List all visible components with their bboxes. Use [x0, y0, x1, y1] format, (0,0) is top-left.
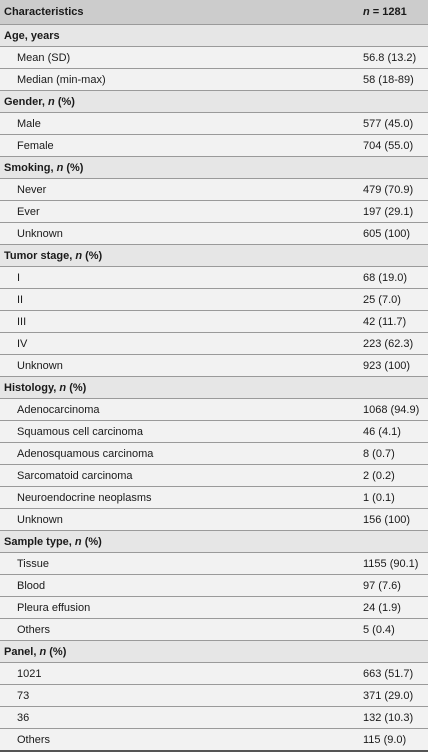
row-label: IV: [0, 333, 363, 355]
header-characteristics: Characteristics: [0, 0, 363, 25]
section-header-row: [0, 245, 428, 267]
row-value: 371 (29.0): [363, 685, 428, 707]
header-n-value: = 1281: [369, 6, 407, 18]
row-value: 132 (10.3): [363, 707, 428, 729]
section-title: [0, 531, 428, 553]
row-value: 197 (29.1): [363, 201, 428, 223]
row-value: 58 (18-89): [363, 69, 428, 91]
section-label: Sample type,: [4, 535, 75, 548]
table-row: [0, 179, 428, 201]
section-header-row: [0, 641, 428, 663]
section-header-row: [0, 91, 428, 113]
row-label: 36: [0, 707, 363, 729]
section-title: [0, 377, 428, 399]
table-row: [0, 135, 428, 157]
section-n-symbol: n: [59, 381, 67, 394]
row-value: 605 (100): [363, 223, 428, 245]
row-label: Unknown: [0, 355, 363, 377]
section-n-symbol: n: [74, 535, 82, 548]
table-row: [0, 663, 428, 685]
table-row: [0, 707, 428, 729]
row-label: Sarcomatoid carcinoma: [0, 465, 363, 487]
table-row: [0, 333, 428, 355]
row-label: II: [0, 289, 363, 311]
row-value: 704 (55.0): [363, 135, 428, 157]
row-value: 1155 (90.1): [363, 553, 428, 575]
row-label: Pleura effusion: [0, 597, 363, 619]
section-header-row: [0, 25, 428, 47]
table-row: [0, 443, 428, 465]
row-label: Blood: [0, 575, 363, 597]
row-value: 923 (100): [363, 355, 428, 377]
header-n-symbol: n: [363, 6, 370, 18]
section-n-symbol: n: [56, 161, 64, 174]
row-value: 97 (7.6): [363, 575, 428, 597]
table-row: [0, 113, 428, 135]
section-label: Panel,: [4, 645, 40, 658]
table-row: [0, 575, 428, 597]
table-row: [0, 465, 428, 487]
table-row: [0, 509, 428, 531]
table-row: [0, 553, 428, 575]
row-value: 156 (100): [363, 509, 428, 531]
table-row: [0, 487, 428, 509]
section-title: [0, 641, 428, 663]
row-label: I: [0, 267, 363, 289]
row-value: 577 (45.0): [363, 113, 428, 135]
table-row: [0, 223, 428, 245]
table-row: [0, 399, 428, 421]
row-value: 56.8 (13.2): [363, 47, 428, 69]
section-label: Tumor stage,: [4, 249, 76, 262]
row-label: 1021: [0, 663, 363, 685]
table-row: [0, 729, 428, 752]
section-title: [0, 91, 428, 113]
section-n-suffix: (%): [46, 645, 67, 658]
row-label: Unknown: [0, 509, 363, 531]
row-value: 2 (0.2): [363, 465, 428, 487]
row-value: 223 (62.3): [363, 333, 428, 355]
section-n-suffix: (%): [81, 535, 102, 548]
section-label: Smoking,: [4, 161, 57, 174]
row-value: 68 (19.0): [363, 267, 428, 289]
row-label: Ever: [0, 201, 363, 223]
section-n-suffix: (%): [82, 249, 103, 262]
section-label: Age, years: [4, 29, 60, 42]
row-value: 479 (70.9): [363, 179, 428, 201]
row-label: Unknown: [0, 223, 363, 245]
row-label: Male: [0, 113, 363, 135]
row-value: 8 (0.7): [363, 443, 428, 465]
section-n-suffix: (%): [63, 161, 84, 174]
row-label: Mean (SD): [0, 47, 363, 69]
section-n-symbol: n: [75, 249, 83, 262]
row-value: 1068 (94.9): [363, 399, 428, 421]
row-label: Never: [0, 179, 363, 201]
section-title: [0, 157, 428, 179]
table-row: [0, 201, 428, 223]
row-value: 1 (0.1): [363, 487, 428, 509]
section-n-suffix: (%): [54, 95, 75, 108]
row-value: 25 (7.0): [363, 289, 428, 311]
section-n-suffix: (%): [66, 381, 87, 394]
row-value: 663 (51.7): [363, 663, 428, 685]
section-label: Histology,: [4, 381, 60, 394]
section-title: [0, 245, 428, 267]
row-label: 73: [0, 685, 363, 707]
row-label: Others: [0, 729, 363, 752]
section-n-symbol: n: [39, 645, 47, 658]
table-row: [0, 421, 428, 443]
row-value: 42 (11.7): [363, 311, 428, 333]
row-value: 115 (9.0): [363, 729, 428, 752]
row-label: Squamous cell carcinoma: [0, 421, 363, 443]
section-header-row: [0, 531, 428, 553]
table-row: [0, 267, 428, 289]
table-row: [0, 69, 428, 91]
header-n: [363, 0, 428, 25]
row-value: 5 (0.4): [363, 619, 428, 641]
table-row: [0, 355, 428, 377]
section-label: Gender,: [4, 95, 49, 108]
row-label: Tissue: [0, 553, 363, 575]
row-label: Others: [0, 619, 363, 641]
table-row: [0, 47, 428, 69]
row-label: III: [0, 311, 363, 333]
row-label: Female: [0, 135, 363, 157]
section-header-row: [0, 157, 428, 179]
row-label: Adenocarcinoma: [0, 399, 363, 421]
row-label: Neuroendocrine neoplasms: [0, 487, 363, 509]
section-title: [0, 25, 428, 47]
table-row: [0, 311, 428, 333]
table-row: [0, 289, 428, 311]
table-row: [0, 597, 428, 619]
row-value: 46 (4.1): [363, 421, 428, 443]
row-label: Median (min-max): [0, 69, 363, 91]
table-row: [0, 685, 428, 707]
section-n-symbol: n: [48, 95, 55, 108]
table-header-row: [0, 0, 428, 25]
row-label: Adenosquamous carcinoma: [0, 443, 363, 465]
section-header-row: [0, 377, 428, 399]
table-row: [0, 619, 428, 641]
row-value: 24 (1.9): [363, 597, 428, 619]
